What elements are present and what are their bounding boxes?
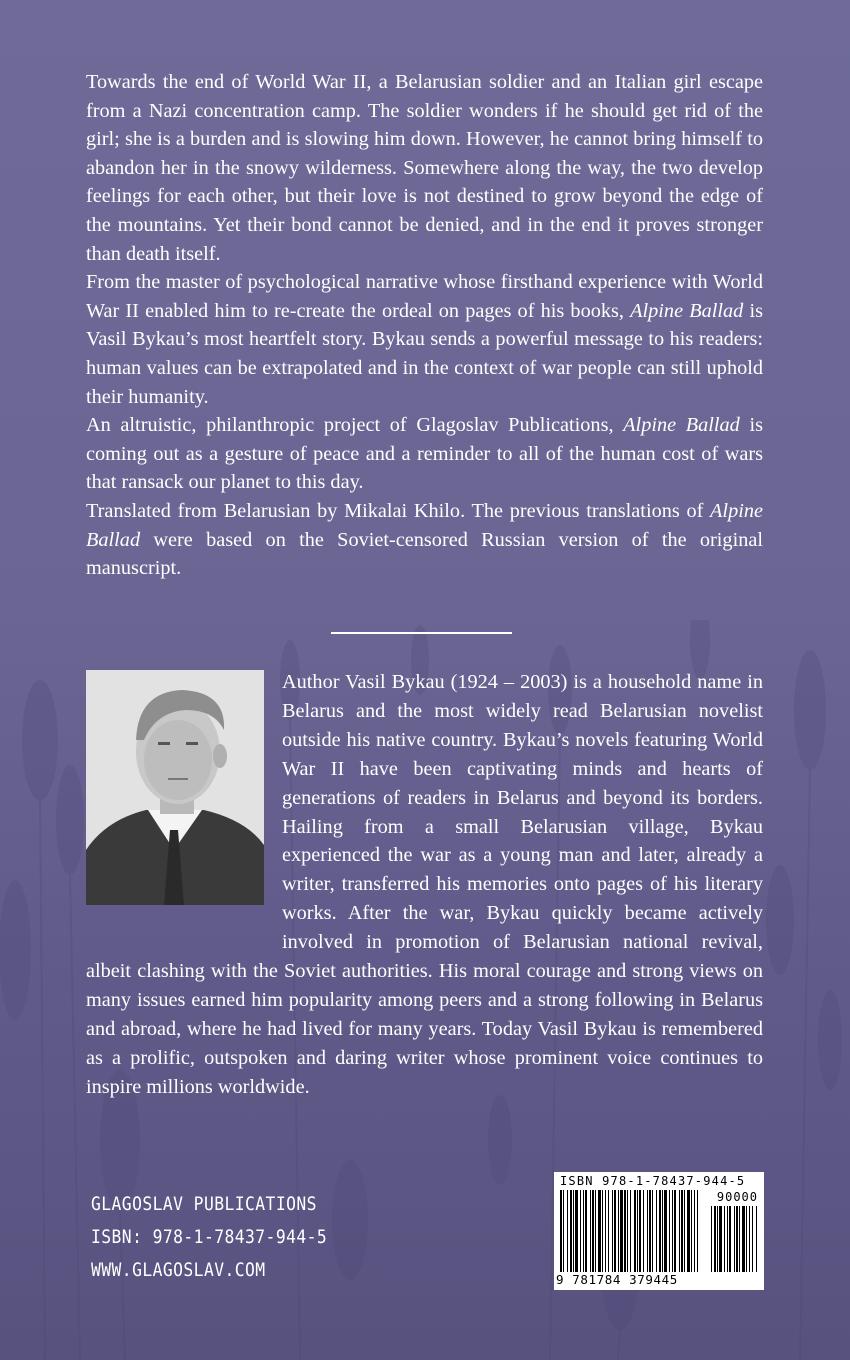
blurb-text: were based on the Soviet-censored Russian version of the original manuscript. xyxy=(86,528,763,580)
barcode-bar xyxy=(620,1190,623,1272)
photo-spacer xyxy=(86,668,264,930)
barcode-bar xyxy=(697,1190,698,1272)
barcode-bar xyxy=(672,1190,673,1272)
barcode-addon-bar xyxy=(714,1206,716,1272)
blurb-text: Towards the end of World War II, a Belarusian soldier and an Italian girl escape from a Nazi concentration camp. The soldier wonders if he should get rid of the girl; she is a burden and is slowing him down. However, he cannot bring himself to abandon her in the snowy wilderness. Somewhere along the way, the two develop feelings for each other, but their love is not destined to grow beyond the edge of the mountains. Yet their bond cannot be denied, and in the end it proves stronger than death itself. xyxy=(86,71,763,265)
barcode-bar xyxy=(652,1190,653,1272)
barcode-addon-bar xyxy=(719,1206,722,1272)
barcode-bar xyxy=(674,1190,676,1272)
barcode-bar xyxy=(669,1190,670,1272)
publisher-isbn: ISBN: 978-1-78437-944-5 xyxy=(91,1226,328,1248)
author-bio-text: Author Vasil Bykau (1924 – 2003) is a household name in Belarus and the most widely read Belarusian novelist outside his native country. Bykau’s novels featuring World War II have been captivating minds and hearts of generations of readers in Belarus and beyond its borders. Hailing from a small Belarusian village, Bykau experienced the war as a young man and later, already a writer, transferred his memories onto pages of his literary works. After the war, Bykau quickly became actively involved in promotion of Belarusian national revival, albeit clashing with the Soviet authorities. His moral courage and strong views on many issues earned him popularity among peers and a strong following in Belarus and abroad, where he had lived for many years. Today Vasil Bykau is remembered as a prolific, outspoken and daring writer whose prominent voice continues to inspire millions worldwide. xyxy=(86,671,763,1098)
barcode-bar xyxy=(662,1190,663,1272)
blurb-paragraph-4 xyxy=(86,497,763,583)
barcode-bar xyxy=(649,1190,651,1272)
barcode-addon-bar xyxy=(727,1206,728,1272)
author-bio-paragraph xyxy=(86,668,763,1102)
blurb-text: An altruistic, philanthropic project of Glagoslav Publications, xyxy=(86,414,624,437)
barcode-bar xyxy=(639,1190,641,1272)
section-divider xyxy=(331,632,512,634)
barcode-bar xyxy=(684,1190,685,1272)
barcode-bar xyxy=(570,1190,572,1272)
barcode-bar xyxy=(602,1190,603,1272)
barcode-digits: 9 781784 379445 xyxy=(556,1272,696,1287)
barcode-bar xyxy=(691,1190,692,1272)
blurb-paragraph-1 xyxy=(86,68,763,268)
barcode-addon-bar xyxy=(739,1206,740,1272)
barcode-bar xyxy=(592,1190,594,1272)
barcode-addon-bar xyxy=(729,1206,731,1272)
barcode-bar xyxy=(573,1190,574,1272)
barcode-addon-bar xyxy=(752,1206,753,1272)
barcode-bar xyxy=(608,1190,609,1272)
barcode-price-code: 90000 xyxy=(716,1190,758,1204)
barcode-bar xyxy=(583,1190,584,1272)
barcode-bar xyxy=(580,1190,581,1272)
barcode-bar xyxy=(643,1190,644,1272)
barcode-addon-bar xyxy=(736,1206,738,1272)
publisher-website: WWW.GLAGOSLAV.COM xyxy=(91,1259,266,1281)
book-title-italic: Alpine Ballad xyxy=(630,299,744,322)
barcode-bar xyxy=(612,1190,613,1272)
barcode-bar xyxy=(634,1190,636,1272)
barcode-bar xyxy=(560,1190,562,1272)
barcode-bar xyxy=(694,1190,695,1272)
barcode-bar xyxy=(679,1190,680,1272)
book-blurb xyxy=(86,68,763,583)
barcode-bar xyxy=(681,1190,683,1272)
barcode-bar xyxy=(624,1190,626,1272)
barcode-bar xyxy=(563,1190,564,1272)
barcode-bar xyxy=(567,1190,568,1272)
barcode-bar xyxy=(637,1190,638,1272)
barcode-bar xyxy=(687,1190,690,1272)
barcode-addon-bar xyxy=(717,1206,718,1272)
barcode-addon-bar xyxy=(724,1206,725,1272)
barcode-bar xyxy=(659,1190,661,1272)
book-title-italic: Alpine Ballad xyxy=(86,499,763,551)
barcode-addon-bar xyxy=(711,1206,712,1272)
blurb-paragraph-2 xyxy=(86,268,763,411)
barcode-addon-bar xyxy=(742,1206,745,1272)
blurb-text: From the master of psychological narrative whose firsthand experience with World War II enabled him to re-create the ordeal on pages of his books, xyxy=(86,271,763,322)
barcode-addon-bar xyxy=(734,1206,735,1272)
barcode-bar xyxy=(664,1190,667,1272)
barcode-bar xyxy=(575,1190,578,1272)
blurb-text: is Vasil Bykau’s most heartfelt story. Bykau sends a powerful message to his readers: human values can be extrapolated and in the context of war people can still uphold their humanity. xyxy=(86,299,763,408)
barcode-bar xyxy=(630,1190,631,1272)
publisher-info xyxy=(91,1188,327,1287)
barcode-bar xyxy=(585,1190,587,1272)
barcode-addon-bar xyxy=(746,1206,747,1272)
barcode-isbn-label: ISBN 978-1-78437-944-5 xyxy=(560,1174,746,1188)
book-title-italic: Alpine Ballad xyxy=(623,414,740,437)
barcode-bar xyxy=(656,1190,657,1272)
barcode-bar xyxy=(595,1190,596,1272)
blurb-paragraph-3 xyxy=(86,411,763,497)
author-biography xyxy=(86,668,763,1102)
publisher-name: GLAGOSLAV PUBLICATIONS xyxy=(91,1193,317,1215)
blurb-text: Translated from Belarusian by Mikalai Khilo. The previous translations of xyxy=(86,499,711,522)
barcode-bar xyxy=(614,1190,616,1272)
barcode xyxy=(554,1172,764,1290)
barcode-bar xyxy=(590,1190,591,1272)
barcode-bar xyxy=(627,1190,628,1272)
barcode-addon-bar xyxy=(756,1206,757,1272)
barcode-bar xyxy=(618,1190,619,1272)
barcode-bar xyxy=(598,1190,601,1272)
barcode-addon-bar xyxy=(749,1206,750,1272)
blurb-text: is coming out as a gesture of peace and a reminder to all of the human cost of wars that ransack our planet to this day. xyxy=(86,414,763,494)
barcode-bar xyxy=(647,1190,648,1272)
barcode-bar xyxy=(605,1190,606,1272)
